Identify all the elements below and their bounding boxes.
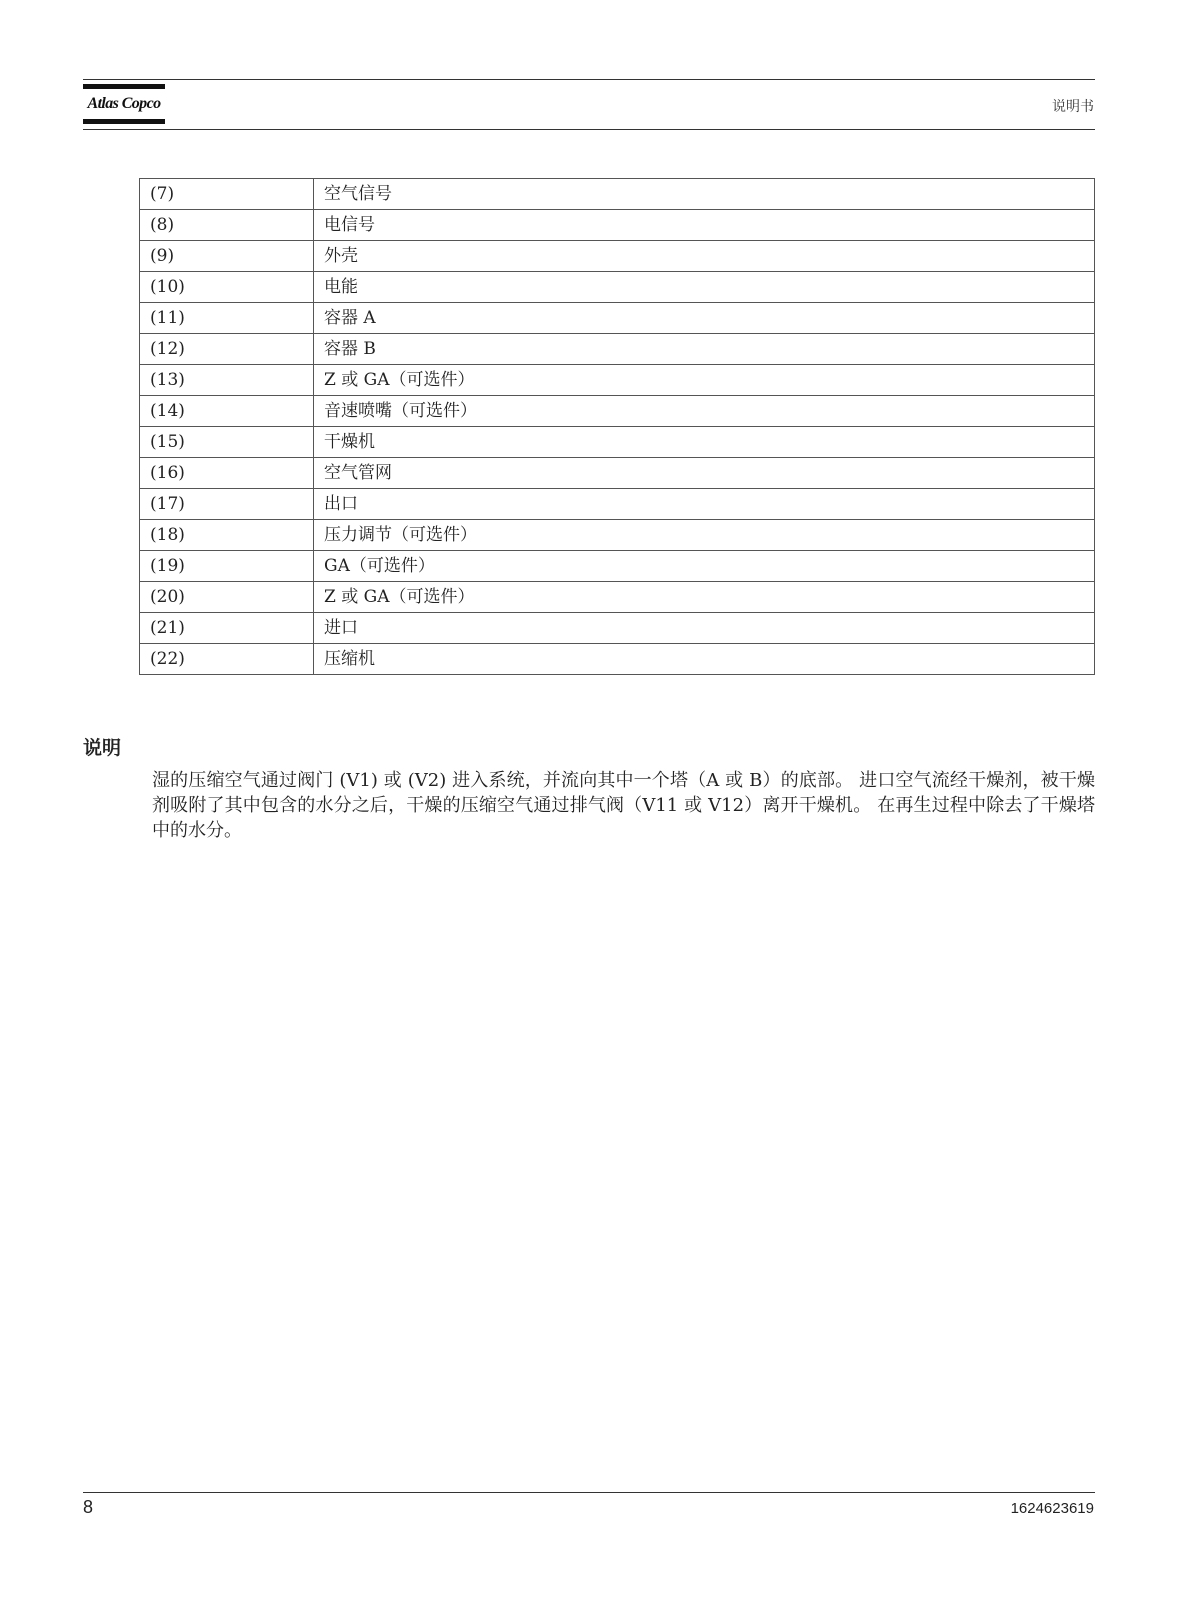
page-number: 8 [83, 1497, 94, 1517]
item-label: 干燥机 [314, 427, 1095, 458]
item-number: (20) [140, 582, 314, 613]
item-label: 压缩机 [314, 644, 1095, 675]
table-row [140, 613, 1095, 644]
item-number: (8) [140, 210, 314, 241]
atlas-copco-logo [83, 84, 165, 125]
item-label: 出口 [314, 489, 1095, 520]
table-row [140, 489, 1095, 520]
table-row [140, 272, 1095, 303]
item-number: (11) [140, 303, 314, 334]
logo-wordmark: Atlas Copco [87, 95, 161, 112]
header-rule-top [83, 79, 1095, 80]
item-label: 容器 A [314, 303, 1095, 334]
item-label: Z 或 GA（可选件） [314, 582, 1095, 613]
item-number: (18) [140, 520, 314, 551]
table-row [140, 241, 1095, 272]
table-row [140, 396, 1095, 427]
logo-bar-top [83, 84, 165, 89]
item-number: (14) [140, 396, 314, 427]
legend-table [139, 178, 1095, 675]
item-number: (21) [140, 613, 314, 644]
footer-rule [83, 1492, 1095, 1493]
item-label: 空气信号 [314, 179, 1095, 210]
section-title: 说明 [83, 737, 122, 759]
item-label: 容器 B [314, 334, 1095, 365]
item-label: 电信号 [314, 210, 1095, 241]
item-number: (16) [140, 458, 314, 489]
item-number: (7) [140, 179, 314, 210]
table-row [140, 334, 1095, 365]
table-row [140, 520, 1095, 551]
item-number: (15) [140, 427, 314, 458]
item-label: Z 或 GA（可选件） [314, 365, 1095, 396]
table-row [140, 582, 1095, 613]
table-row [140, 427, 1095, 458]
item-label: 电能 [314, 272, 1095, 303]
item-number: (13) [140, 365, 314, 396]
item-label: 音速喷嘴（可选件） [314, 396, 1095, 427]
item-number: (22) [140, 644, 314, 675]
item-label: 压力调节（可选件） [314, 520, 1095, 551]
header-rule-bottom [83, 129, 1095, 130]
table-row [140, 551, 1095, 582]
logo-bar-bottom [83, 119, 165, 124]
item-label: 空气管网 [314, 458, 1095, 489]
item-number: (9) [140, 241, 314, 272]
table-row [140, 458, 1095, 489]
table-row [140, 303, 1095, 334]
item-number: (19) [140, 551, 314, 582]
document-code: 1624623619 [1010, 1500, 1094, 1517]
item-number: (12) [140, 334, 314, 365]
item-number: (17) [140, 489, 314, 520]
item-number: (10) [140, 272, 314, 303]
description-paragraph: 湿的压缩空气通过阀门 (V1) 或 (V2) 进入系统，并流向其中一个塔（A 或 B）的底部。 进口空气流经干燥剂，被干燥剂吸附了其中包含的水分之后，干燥的压缩空气通过排气阀（V11 或 V12）离开干燥机。 在再生过程中除去了干燥塔中的水分。 [152, 770, 1095, 841]
item-label: GA（可选件） [314, 551, 1095, 582]
item-label: 进口 [314, 613, 1095, 644]
table-row [140, 210, 1095, 241]
table-row [140, 179, 1095, 210]
table-row [140, 365, 1095, 396]
document-type-label: 说明书 [1052, 99, 1094, 115]
item-label: 外壳 [314, 241, 1095, 272]
table-row [140, 644, 1095, 675]
